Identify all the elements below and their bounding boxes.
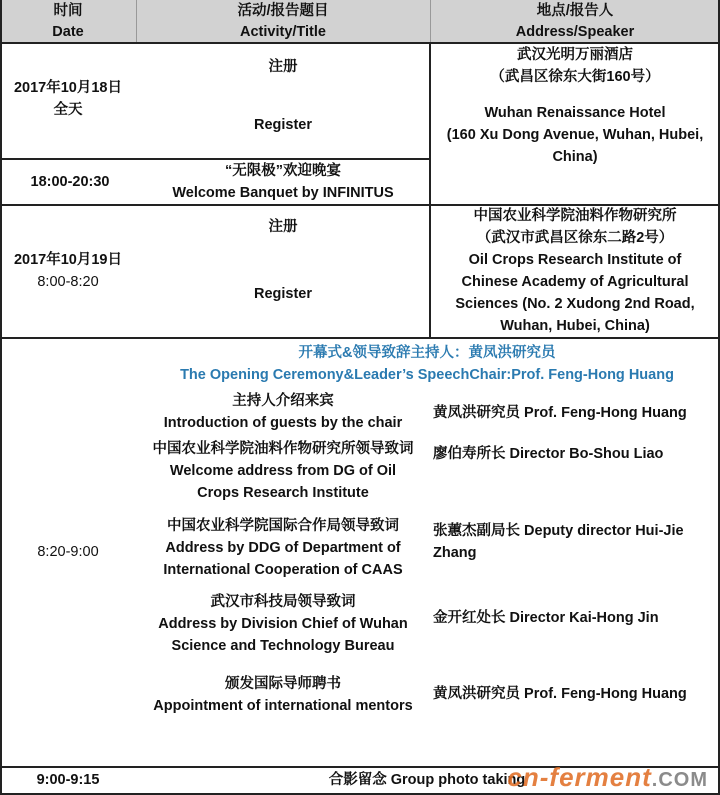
day1-register-cn: 注册 — [268, 59, 298, 75]
day2-date: 2017年10月19日 — [13, 252, 122, 268]
item-en: Introduction of guests by the chair — [163, 415, 403, 431]
opening-title-cn: 开幕式&领导致辞主持人：黄凤洪研究员 — [298, 345, 556, 361]
day1-venue-en2: (160 Xu Dong Avenue, Wuhan, Hubei, — [446, 127, 704, 143]
day1-register-en: Register — [253, 117, 313, 133]
item-cn: 中国农业科学院国际合作局领导致词 — [167, 518, 399, 534]
watermark-logo — [507, 762, 708, 793]
day1-date: 2017年10月18日 — [13, 80, 122, 96]
header-address-cn: 地点/报告人 — [536, 3, 614, 19]
item-speaker: 金开红处长 Director Kai-Hong Jin — [433, 610, 659, 626]
item-cn: 颁发国际导师聘书 — [225, 676, 341, 692]
header-date-cn: 时间 — [53, 3, 83, 19]
item-speaker: Zhang — [433, 545, 477, 561]
item-en: Address by DDG of Department of — [165, 540, 401, 556]
day2-venue-cn1: 中国农业科学院油料作物研究所 — [473, 208, 677, 224]
day2-time: 8:00-8:20 — [37, 274, 99, 290]
day2-register-en: Register — [253, 286, 313, 302]
header-date-en: Date — [52, 24, 84, 40]
item-speaker: 黄凤洪研究员 Prof. Feng-Hong Huang — [433, 405, 687, 421]
item-cn: 主持人介绍来宾 — [232, 393, 334, 409]
item-en: International Cooperation of CAAS — [163, 562, 403, 578]
day1-venue-cn1: 武汉光明万丽酒店 — [517, 47, 633, 63]
day1-venue-cn2: （武昌区徐东大街160号） — [490, 69, 660, 85]
day1-banquet-en: Welcome Banquet by INFINITUS — [172, 185, 394, 201]
item-cn: 中国农业科学院油料作物研究所领导致词 — [152, 441, 414, 457]
item-en: Welcome address from DG of Oil — [169, 463, 397, 479]
day1-venue-en1: Wuhan Renaissance Hotel — [484, 105, 666, 121]
item-en: Crops Research Institute — [197, 485, 369, 501]
header-address-en: Address/Speaker — [515, 24, 635, 40]
watermark-main: cn-ferment — [507, 762, 652, 792]
item-speaker: 黄凤洪研究员 Prof. Feng-Hong Huang — [433, 686, 687, 702]
watermark-suffix: .COM — [651, 769, 708, 791]
item-en: Science and Technology Bureau — [171, 638, 395, 654]
day2-venue-en2: Chinese Academy of Agricultural — [461, 274, 689, 290]
item-speaker: 张蕙杰副局长 Deputy director Hui-Jie — [433, 523, 684, 539]
opening-title-en: The Opening Ceremony&Leader’s SpeechChair:Prof. Feng-Hong Huang — [180, 367, 674, 383]
opening-time: 8:20-9:00 — [37, 544, 99, 560]
day2-venue-en1: Oil Crops Research Institute of — [468, 252, 682, 268]
day1-banquet-time: 18:00-20:30 — [30, 174, 110, 190]
day2-register-cn: 注册 — [268, 219, 298, 235]
photo-time: 9:00-9:15 — [36, 772, 100, 788]
item-speaker: 廖伯寿所长 Director Bo-Shou Liao — [433, 446, 664, 462]
day2-venue-en4: Wuhan, Hubei, China) — [500, 318, 650, 334]
day2-venue-en3: Sciences (No. 2 Xudong 2nd Road, — [455, 296, 695, 312]
day1-banquet-cn: “无限极”欢迎晚宴 — [225, 163, 341, 179]
item-cn: 武汉市科技局领导致词 — [210, 594, 356, 610]
photo-activity: 合影留念 Group photo taking — [328, 772, 526, 788]
divider — [0, 337, 720, 339]
day2-venue-cn2: （武汉市武昌区徐东二路2号） — [476, 230, 674, 246]
day1-venue-en3: China) — [552, 149, 598, 165]
item-en: Address by Division Chief of Wuhan — [158, 616, 408, 632]
header-activity-en: Activity/Title — [240, 24, 326, 40]
day1-time: 全天 — [53, 102, 83, 118]
header-activity-cn: 活动/报告题目 — [237, 3, 329, 19]
item-en: Appointment of international mentors — [153, 698, 413, 714]
